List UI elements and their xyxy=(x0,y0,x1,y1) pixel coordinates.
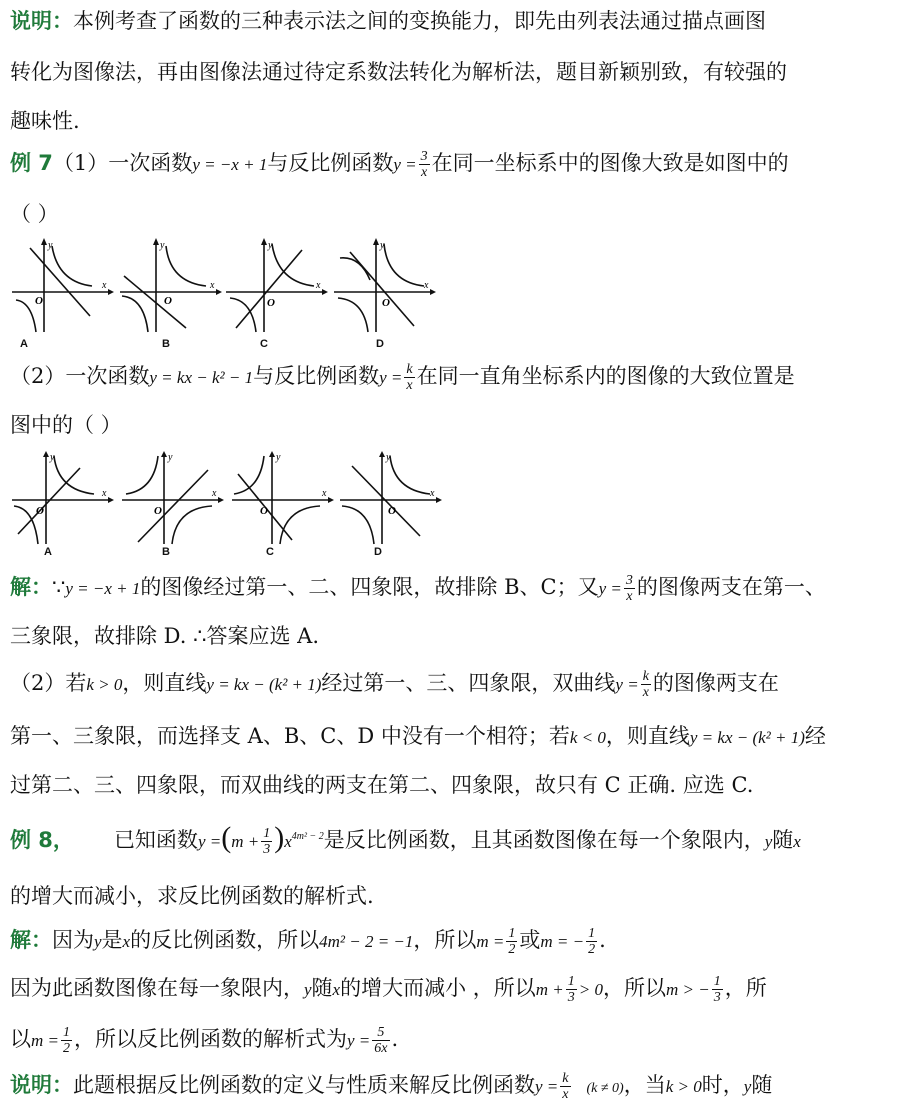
svg-text:O: O xyxy=(154,505,162,517)
q2-text-a: （2）一次函数 xyxy=(10,364,150,388)
graph-2A-svg xyxy=(8,450,114,550)
svg-text:O: O xyxy=(164,295,172,307)
sol8-text-g: 的增大而减小 ，所以 xyxy=(340,976,536,1000)
q1-text-a: （1）一次函数 xyxy=(52,151,193,175)
sol7-part2-e: 第一、三象限，而选择支 A、B、C、D 中没有一个相符；若 xyxy=(10,724,570,748)
solution-label: 解： xyxy=(10,928,52,952)
ex8-text-d: 的增大而减小，求反比例函数的解析式. xyxy=(10,884,374,908)
graph-label: C xyxy=(260,338,268,350)
sol8-text-k: ，所以反比例函数的解析式为 xyxy=(74,1027,347,1051)
frac-den: 6x xyxy=(374,1041,388,1056)
graph-label: D xyxy=(374,546,382,558)
svg-text:x: x xyxy=(424,280,429,291)
cond-k-nonzero: (k ≠ 0) xyxy=(586,1081,624,1096)
paren-left: ( xyxy=(221,821,232,854)
formula-hyperbola-left: y = xyxy=(615,675,639,694)
example7-answer-paren-1 xyxy=(10,199,886,229)
var-y: y xyxy=(94,932,102,951)
svg-text:y: y xyxy=(160,240,165,251)
m-equals-negative: m = − xyxy=(540,932,585,951)
ex8-text-a: 已知函数 xyxy=(113,828,198,852)
q1-text-b: 与反比例函数 xyxy=(267,151,394,175)
note2-text-c: 时， xyxy=(701,1073,744,1097)
svg-text:y: y xyxy=(386,452,391,463)
graph-2D-svg xyxy=(336,450,442,550)
svg-text:x: x xyxy=(212,488,217,499)
sol7-part2-g: 经 xyxy=(804,724,826,748)
graph-1A-svg xyxy=(8,236,114,336)
frac-num: 1 xyxy=(263,826,271,841)
example8-label: 例 8， xyxy=(10,828,74,852)
cond-k-positive: k > 0 xyxy=(665,1077,702,1096)
sol7-part2-b: ，则直线 xyxy=(122,671,207,695)
frac-num: k xyxy=(642,669,649,684)
sol8-text-h: ，所以 xyxy=(603,976,667,1000)
note-text-3: 趣味性. xyxy=(10,109,80,133)
period: . xyxy=(391,1027,399,1051)
svg-text:y: y xyxy=(268,240,273,251)
sol8-text-j: 以 xyxy=(10,1027,31,1051)
frac-den: 3 xyxy=(567,990,575,1005)
solution7-line-5 xyxy=(10,770,886,800)
solution7-line-1 xyxy=(10,572,886,604)
svg-text:y: y xyxy=(168,452,173,463)
fraction-1-over-2 xyxy=(61,1025,72,1056)
sol8-text-i: ，所 xyxy=(724,976,767,1000)
m-equals: m = xyxy=(31,1031,59,1050)
sol8-text-e: 因为此函数图像在每一象限内， xyxy=(10,976,304,1000)
fraction-k-over-x xyxy=(560,1071,570,1102)
var-x: x xyxy=(332,980,341,999)
frac-den: 2 xyxy=(63,1041,70,1056)
frac-den: x xyxy=(642,685,649,700)
formula-line-k: y = kx − (k² + 1) xyxy=(206,675,322,694)
sol7-text-c: 的图像两支在第一、 xyxy=(636,575,826,599)
formula-linear: y = −x + 1 xyxy=(65,579,141,598)
example7-label: 例 7 xyxy=(10,151,53,175)
graph-1D xyxy=(330,236,436,350)
frac-den: x xyxy=(626,589,633,604)
solution8-line-2 xyxy=(10,973,886,1005)
frac-den: 2 xyxy=(588,942,596,957)
frac-den: 3 xyxy=(713,990,721,1005)
var-y: y xyxy=(764,832,773,851)
svg-text:x: x xyxy=(316,280,321,291)
fraction-1-over-3 xyxy=(712,974,723,1005)
svg-text:O: O xyxy=(388,505,396,517)
example7-question2 xyxy=(10,361,886,393)
note2-text-d: 随 xyxy=(751,1073,773,1097)
frac-den: x xyxy=(406,378,413,393)
svg-text:x: x xyxy=(210,280,215,291)
svg-text:y: y xyxy=(380,240,385,251)
answer-formula-left: y = xyxy=(347,1031,371,1050)
sol8-text-c: 的反比例函数，所以 xyxy=(130,928,320,952)
frac-num: 1 xyxy=(588,926,596,941)
graph-2A xyxy=(8,450,114,558)
q2-text-c: 在同一直角坐标系内的图像的大致位置是 xyxy=(416,364,795,388)
graph-2C-svg xyxy=(228,450,334,550)
svg-text:O: O xyxy=(260,505,268,517)
example7-question2-line2 xyxy=(10,410,886,440)
solution7-line-2 xyxy=(10,621,886,651)
sol8-text-b: 是 xyxy=(101,928,123,952)
example8-line-1 xyxy=(10,822,886,857)
note-text-2: 转化为图像法，再由图像法通过待定系数法转化为解析法，题目新颖别致，有较强的 xyxy=(10,60,787,84)
formula-inverse-left: y = xyxy=(535,1077,559,1096)
ex8-exponent: 4m² − 2 xyxy=(291,831,324,842)
sol7-part2-c: 经过第一、三、四象限，双曲线 xyxy=(321,671,616,695)
fraction-k-over-x xyxy=(404,362,414,393)
ex8-text-c: 随 xyxy=(772,828,794,852)
sol8-text-a: 因为 xyxy=(52,928,94,952)
graph-label: A xyxy=(44,546,52,558)
graph-2D xyxy=(336,450,442,558)
intro-line-3 xyxy=(10,106,886,136)
solution7-line-3 xyxy=(10,668,886,700)
frac-num: 3 xyxy=(420,149,428,164)
fraction-1-over-3 xyxy=(566,974,577,1005)
sol7-conclusion-2: 过第二、三、四象限，而双曲线的两支在第二、四象限，故只有 C 正确. 应选 C. xyxy=(10,773,754,797)
fraction-3-over-x xyxy=(419,149,430,180)
var-x: x xyxy=(122,932,131,951)
svg-text:y: y xyxy=(276,452,281,463)
fraction-3-over-x xyxy=(624,573,635,604)
frac-num: 5 xyxy=(372,1025,389,1041)
sol7-part2-d: 的图像两支在 xyxy=(652,671,779,695)
greater-than-zero: > 0 xyxy=(578,980,604,999)
var-x: x xyxy=(793,832,801,851)
cond-k-positive: k > 0 xyxy=(86,675,123,694)
formula-line-k: y = kx − (k² + 1) xyxy=(689,728,805,747)
sol8-text-f: 随 xyxy=(311,976,333,1000)
fraction-5-over-6x xyxy=(372,1025,389,1056)
solution8-line-1 xyxy=(10,925,886,957)
because-symbol: ∵ xyxy=(52,575,66,599)
graph-label: B xyxy=(162,546,170,558)
note-label: 说明： xyxy=(10,1073,73,1097)
graph-1C xyxy=(222,236,328,350)
frac-num: 1 xyxy=(713,974,721,989)
solution8-line-3 xyxy=(10,1024,886,1056)
svg-text:O: O xyxy=(267,297,275,309)
fraction-1-over-2 xyxy=(506,926,517,957)
ex8-formula-left: y = xyxy=(197,832,222,851)
q2-text-d: 图中的（ ） xyxy=(10,413,122,437)
svg-text:y: y xyxy=(48,240,53,251)
sol7-part2-f: ，则直线 xyxy=(605,724,690,748)
graph-2B xyxy=(118,450,224,558)
svg-text:x: x xyxy=(322,488,327,499)
intro-line-1 xyxy=(10,6,886,36)
frac-den: 2 xyxy=(508,942,516,957)
frac-den: x xyxy=(421,165,428,180)
example7-question1 xyxy=(10,148,886,180)
intro-line-2 xyxy=(10,57,886,87)
var-y: y xyxy=(304,980,312,999)
frac-num: 3 xyxy=(625,573,633,588)
svg-text:O: O xyxy=(382,297,390,309)
fraction-k-over-x xyxy=(641,669,651,700)
formula-inverse-left: y = xyxy=(393,155,417,174)
formula-linear-k: y = kx − k² − 1 xyxy=(149,368,254,387)
graph-2C xyxy=(228,450,334,558)
note2-text-a: 此题根据反比例函数的定义与性质来解反比例函数 xyxy=(73,1073,535,1097)
graph-label: A xyxy=(20,338,28,350)
graph-label: D xyxy=(376,338,384,350)
example8-line-2 xyxy=(10,881,886,911)
svg-text:y: y xyxy=(50,452,55,463)
graph-1C-svg xyxy=(222,236,328,336)
svg-text:O: O xyxy=(36,505,44,517)
graph-1B xyxy=(116,236,222,350)
note-text: 本例考查了函数的三种表示法之间的变换能力，即先由列表法通过描点画图 xyxy=(73,9,766,33)
equation-exponent: 4m² − 2 = −1 xyxy=(319,932,414,951)
note2-text-b: ，当 xyxy=(623,1073,666,1097)
note2-line-1 xyxy=(10,1070,886,1104)
frac-num: 1 xyxy=(508,926,516,941)
frac-num: 1 xyxy=(63,1025,70,1040)
solution-label: 解： xyxy=(10,575,52,599)
frac-den: 3 xyxy=(263,842,271,857)
formula-inverse-k-left: y = xyxy=(379,368,403,387)
fraction-1-over-2 xyxy=(586,926,597,957)
solution7-line-4 xyxy=(10,721,886,753)
sol7-conclusion-1: 三象限，故排除 D. ∴答案应选 A. xyxy=(10,624,319,648)
graph-1B-svg xyxy=(116,236,222,336)
m-plus: m + xyxy=(535,980,564,999)
graph-2B-svg xyxy=(118,450,224,550)
ex8-text-b: 是反比例函数，且其函数图像在每一个象限内， xyxy=(323,828,765,852)
graph-label: B xyxy=(162,338,170,350)
var-y: y xyxy=(743,1077,752,1096)
fraction-1-over-3 xyxy=(261,826,272,857)
q1-text-c: 在同一坐标系中的图像大致是如图中的 xyxy=(431,151,789,175)
note-label: 说明： xyxy=(10,9,73,33)
sol8-text-d: ，所以 xyxy=(413,928,477,952)
frac-den: x xyxy=(562,1087,569,1102)
frac-num: k xyxy=(406,362,413,377)
graph-1D-svg xyxy=(330,236,436,336)
svg-text:O: O xyxy=(35,295,43,307)
svg-text:x: x xyxy=(430,488,435,499)
graph-1A xyxy=(8,236,114,350)
m-greater: m > − xyxy=(666,980,710,999)
cond-k-negative: k < 0 xyxy=(569,728,606,747)
frac-num: k xyxy=(562,1071,569,1086)
period: . xyxy=(599,928,606,952)
sol7-text: 的图像经过第一、二、四象限，故排除 B、C；又 xyxy=(140,575,599,599)
ex8-x: x xyxy=(284,832,292,851)
svg-text:x: x xyxy=(102,280,107,291)
sol8-or: 或 xyxy=(519,928,541,952)
paren-right: ) xyxy=(274,821,285,854)
formula-inverse-left: y = xyxy=(598,579,622,598)
formula-linear: y = −x + 1 xyxy=(192,155,268,174)
frac-num: 1 xyxy=(567,974,575,989)
ex8-m-plus: m + xyxy=(231,832,260,851)
m-equals: m = xyxy=(476,932,505,951)
graph-label: C xyxy=(266,546,274,558)
answer-blank-1: （ ） xyxy=(10,202,59,226)
q2-text-b: 与反比例函数 xyxy=(253,364,380,388)
svg-text:x: x xyxy=(102,488,107,499)
sol7-part2-a: （2）若 xyxy=(10,671,87,695)
